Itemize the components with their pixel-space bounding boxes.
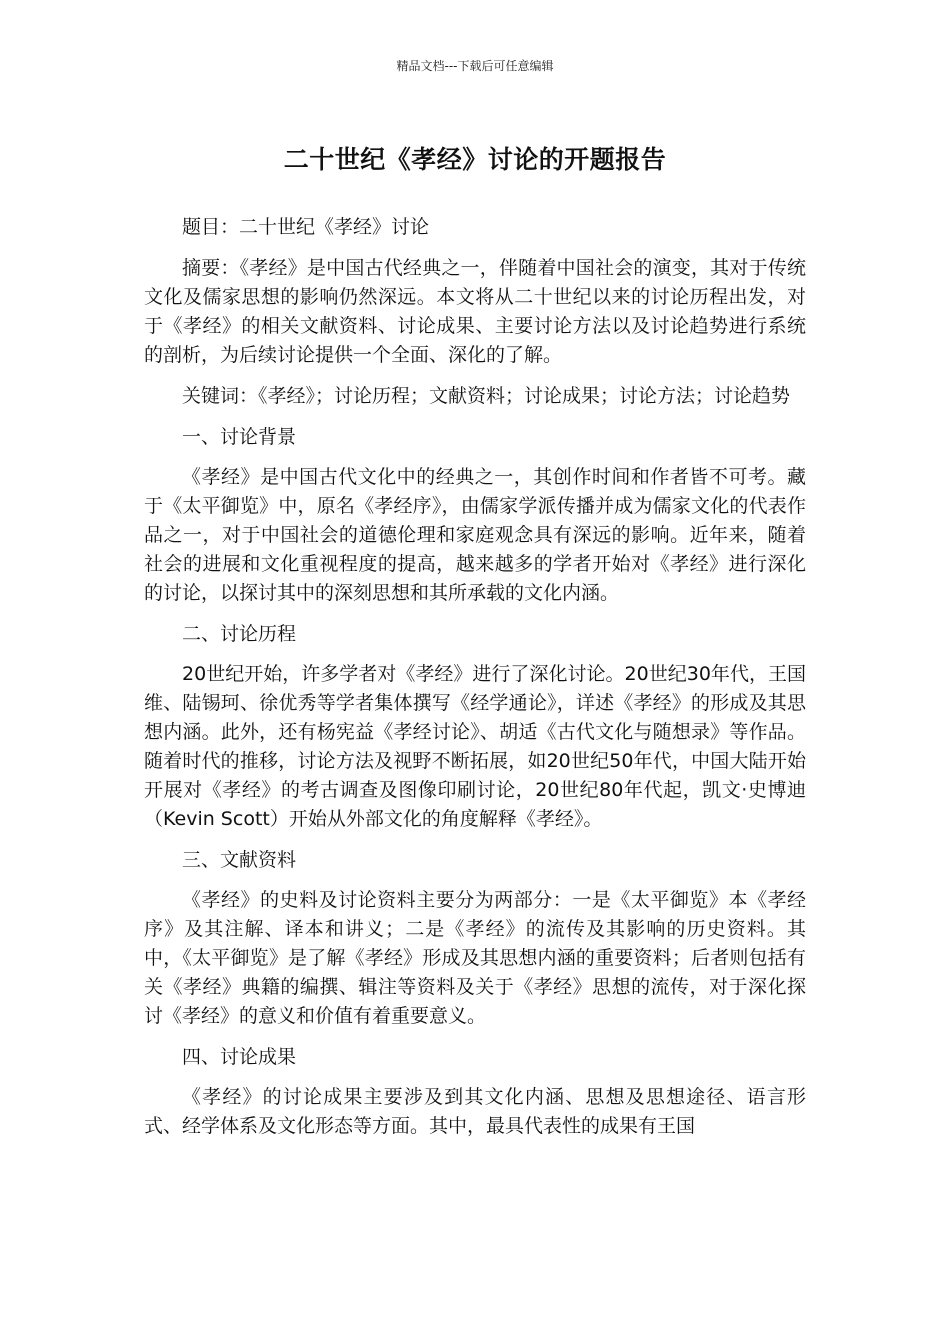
header-note: 精品文档---下载后可任意编辑 xyxy=(396,59,554,73)
topic-line: 题目：二十世纪《孝经》讨论 xyxy=(182,216,430,238)
keywords-line: 关键词：《孝经》；讨论历程；文献资料；讨论成果；讨论方法；讨论趋势 xyxy=(182,385,791,407)
section-heading-background: 一、讨论背景 xyxy=(182,426,297,448)
section-body-background: 《孝经》是中国古代文化中的经典之一，其创作时间和作者皆不可考。藏于《太平御览》中，原名《孝经序》，由儒家学派传播并成为儒家文化的代表作品之一，对于中国社会的道德伦理和家庭观念具有深远的影响。近年来，随着社会的进展和文化重视程度的提高，越来越多的学者开始对《孝经》进行深化的讨论，以探讨其中的深刻思想和其所承载的文化内涵。 xyxy=(144,466,806,604)
document-body xyxy=(144,213,806,1153)
section-body-results: 《孝经》的讨论成果主要涉及到其文化内涵、思想及思想途径、语言形式、经学体系及文化形态等方面。其中，最具代表性的成果有王国 xyxy=(144,1086,806,1137)
section-heading-results: 四、讨论成果 xyxy=(182,1046,297,1068)
page-title: 二十世纪《孝经》讨论的开题报告 xyxy=(283,145,667,174)
abstract-paragraph: 摘要：《孝经》是中国古代经典之一，伴随着中国社会的演变，其对于传统文化及儒家思想的影响仍然深远。本文将从二十世纪以来的讨论历程出发，对于《孝经》的相关文献资料、讨论成果、主要讨论方法以及讨论趋势进行系统的剖析，为后续讨论提供一个全面、深化的了解。 xyxy=(144,257,806,366)
section-body-literature: 《孝经》的史料及讨论资料主要分为两部分：一是《太平御览》本《孝经序》及其注解、译本和讲义；二是《孝经》的流传及其影响的历史资料。其中，《太平御览》是了解《孝经》形成及其思想内涵的重要资料；后者则包括有关《孝经》典籍的编撰、辑注等资料及关于《孝经》思想的流传，对于深化探讨《孝经》的意义和价值有着重要意义。 xyxy=(144,889,806,1027)
section-body-history: 20世纪开始，许多学者对《孝经》进行了深化讨论。20世纪30年代，王国维、陆锡珂、徐优秀等学者集体撰写《经学通论》，详述《孝经》的形成及其思想内涵。此外，还有杨宪益《孝经讨论》、胡适《古代文化与随想录》等作品。随着时代的推移，讨论方法及视野不断拓展，如20世纪50年代，中国大陆开始开展对《孝经》的考古调查及图像印刷讨论，20世纪80年代起，凯文·史博迪（Kevin Scott）开始从外部文化的角度解释《孝经》。 xyxy=(144,663,806,830)
section-heading-literature: 三、文献资料 xyxy=(182,849,297,871)
section-heading-history: 二、讨论历程 xyxy=(182,623,297,645)
